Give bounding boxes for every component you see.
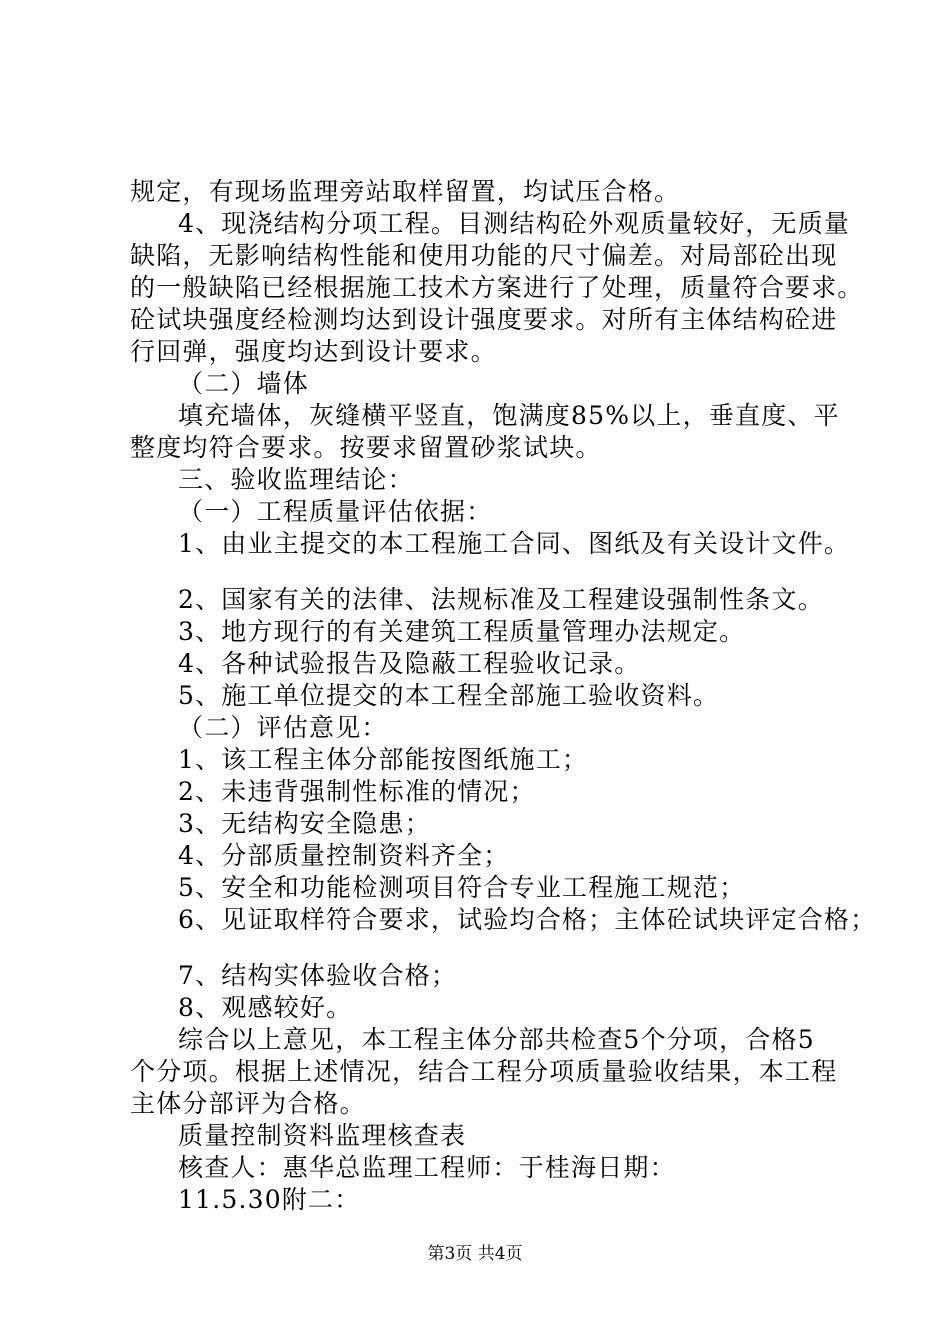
section-heading: （二）墙体 <box>178 369 310 398</box>
paragraph-line: 规定，有现场监理旁站取样留置，均试压合格。 <box>130 177 681 206</box>
paragraph-line: 整度均符合要求。按要求留置砂浆试块。 <box>130 433 602 462</box>
list-item: 4、分部质量控制资料齐全； <box>178 841 510 870</box>
list-item: 2、国家有关的法律、法规标准及工程建设强制性条文。 <box>178 585 824 614</box>
paragraph-line: 11.5.30附二： <box>178 1185 361 1214</box>
list-item: 1、该工程主体分部能按图纸施工； <box>178 745 589 774</box>
list-item: 2、未违背强制性标准的情况； <box>178 777 536 806</box>
paragraph-line: 砼试块强度经检测均达到设计强度要求。对所有主体结构砼进 <box>130 305 838 334</box>
list-item: 4、各种试验报告及隐蔽工程验收记录。 <box>178 649 641 678</box>
paragraph-line: 主体分部评为合格。 <box>130 1089 366 1118</box>
list-item: 5、施工单位提交的本工程全部施工验收资料。 <box>178 681 720 710</box>
section-heading: （一）工程质量评估依据： <box>178 497 493 526</box>
list-item: 3、无结构安全隐患； <box>178 809 431 838</box>
list-item: 6、见证取样符合要求，试验均合格；主体砼试块评定合格； <box>178 905 877 934</box>
paragraph-line: 填充墙体，灰缝横平竖直，饱满度85%以上，垂直度、平 <box>178 401 840 430</box>
paragraph-line: 4、现浇结构分项工程。目测结构砼外观质量较好，无质量 <box>178 209 851 238</box>
list-item: 1、由业主提交的本工程施工合同、图纸及有关设计文件。 <box>178 529 851 558</box>
paragraph-line: 行回弹，强度均达到设计要求。 <box>130 337 497 366</box>
section-heading: （二）评估意见： <box>178 713 388 742</box>
paragraph-line: 的一般缺陷已经根据施工技术方案进行了处理，质量符合要求。 <box>130 273 864 302</box>
table-caption: 质量控制资料监理核查表 <box>178 1121 467 1150</box>
list-item: 3、地方现行的有关建筑工程质量管理办法规定。 <box>178 617 746 646</box>
paragraph-line: 个分项。根据上述情况，结合工程分项质量验收结果，本工程 <box>130 1057 838 1086</box>
list-item: 8、观感较好。 <box>178 993 353 1022</box>
paragraph-line: 缺陷，无影响结构性能和使用功能的尺寸偏差。对局部砼出现 <box>130 241 838 270</box>
section-heading: 三、验收监理结论： <box>178 465 414 494</box>
paragraph-line: 核查人：惠华总监理工程师：于桂海日期： <box>178 1153 676 1182</box>
page-number-footer: 第3页 共4页 <box>427 1244 523 1264</box>
paragraph-line: 综合以上意见，本工程主体分部共检查5个分项，合格5 <box>178 1025 815 1054</box>
list-item: 5、安全和功能检测项目符合专业工程施工规范； <box>178 873 746 902</box>
list-item: 7、结构实体验收合格； <box>178 961 458 990</box>
